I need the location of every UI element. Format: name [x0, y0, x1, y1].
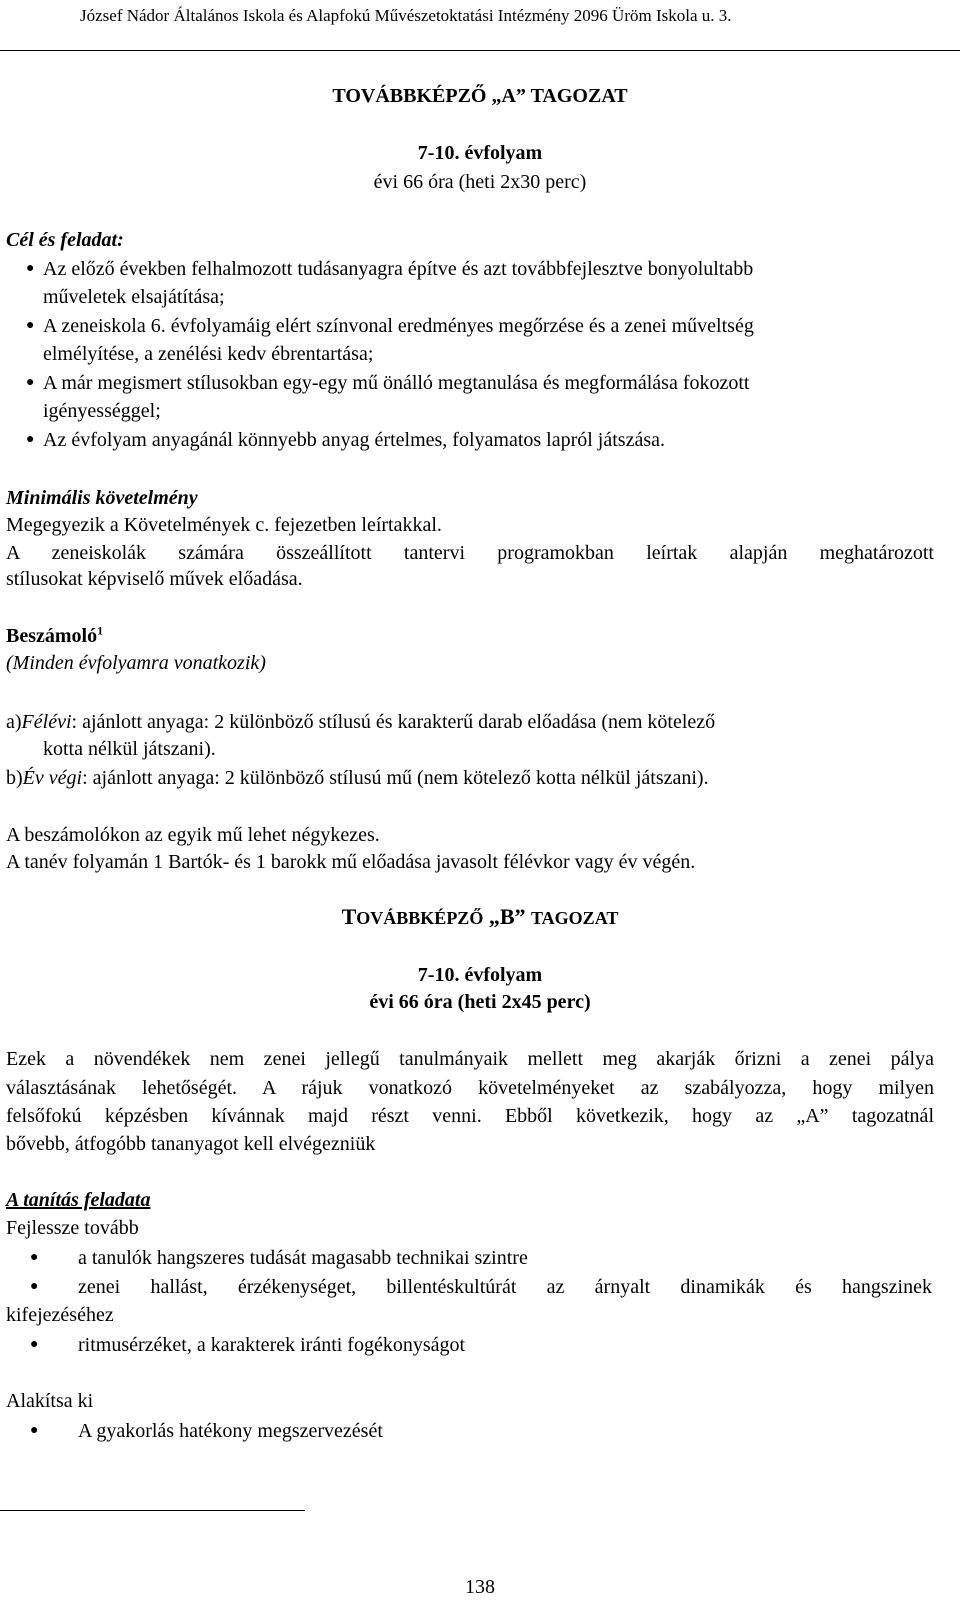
bullet-icon: ● — [26, 261, 35, 276]
report-note-1: A beszámolókon az egyik mű lehet négykezes. — [6, 824, 380, 846]
task-bullet-2-cont: kifejezéséhez — [6, 1304, 114, 1326]
item-b-text: : ajánlott anyaga: 2 különböző stílusú mű (nem kötelező kotta nélkül játszani). — [82, 767, 709, 789]
goal-bullet-3-line-1: A már megismert stílusokban egy-egy mű önálló megtanulása és megformálása fokozott — [43, 372, 750, 394]
footnote-divider — [0, 1510, 305, 1511]
item-b-label: Év végi — [22, 767, 83, 789]
page-header: József Nádor Általános Iskola és Alapfokú Művészetoktatási Intézmény 2096 Üröm Iskola u. 3. — [80, 6, 732, 25]
min-requirement-line-1: Megegyezik a Követelmények c. fejezetben leírtakkal. — [6, 514, 442, 536]
section-b-para-line-2: választásának lehetőségét. A rájuk vonatkozó követelményeket az szabályozza, hogy milyen — [6, 1077, 934, 1099]
report-item-a-cont: kotta nélkül játszani). — [43, 738, 216, 760]
section-b-para-line-3: felsőfokú képzésben kívánnak majd részt venni. Ebből következik, hogy az „A” tagozatnál — [6, 1105, 934, 1127]
item-a-prefix: a) — [6, 711, 22, 733]
report-heading-text: Beszámoló — [6, 625, 98, 647]
task-bullet-1: a tanulók hangszeres tudását magasabb technikai szintre — [78, 1247, 528, 1269]
form-intro: Alakítsa ki — [6, 1390, 94, 1412]
section-a-hours: évi 66 óra (heti 2x30 perc) — [373, 171, 587, 193]
goal-heading: Cél és feladat: — [6, 229, 124, 251]
report-note-2: A tanév folyamán 1 Bartók- és 1 barokk mű előadása javasolt félévkor vagy év végén. — [6, 851, 696, 873]
section-b-para-line-4: bővebb, átfogóbb tananyagot kell elvégezniük — [6, 1133, 376, 1155]
goal-bullet-3-line-2: igényességgel; — [43, 400, 161, 422]
goal-bullet-2-line-1: A zeneiskola 6. évfolyamáig elért színvonal eredményes megőrzése és a zenei műveltség — [43, 315, 754, 337]
bullet-icon: ● — [30, 1279, 39, 1294]
task-bullet-3: ritmusérzéket, a karakterek iránti fogékonyságot — [78, 1334, 466, 1356]
section-b-title-small-2: TAGOZAT — [531, 908, 619, 928]
bullet-icon: ● — [26, 432, 35, 447]
goal-bullet-1-line-2: műveletek elsajátítása; — [43, 286, 225, 308]
bullet-icon: ● — [26, 318, 35, 333]
bullet-icon: ● — [30, 1337, 39, 1352]
section-a-title: TOVÁBBKÉPZŐ „A” TAGOZAT — [332, 85, 628, 107]
section-b-title-small: OVÁBBKÉPZŐ — [356, 908, 484, 928]
item-b-prefix: b) — [6, 767, 23, 789]
bullet-icon: ● — [30, 1423, 39, 1438]
report-heading — [6, 624, 103, 648]
section-a-grade: 7-10. évfolyam — [417, 142, 543, 164]
min-requirement-line-3: stílusokat képviselő művek előadása. — [6, 568, 303, 590]
item-a-text: : ajánlott anyaga: 2 különböző stílusú és karakterű darab előadása (nem kötelező — [71, 711, 716, 733]
task-bullet-2: zenei hallást, érzékenységet, billentéskultúrát az árnyalt dinamikák és hangszinek — [78, 1276, 932, 1298]
goal-bullet-1-line-1: Az előző években felhalmozott tudásanyagra építve és azt továbbfejlesztve bonyolultabb — [43, 258, 754, 280]
page-number: 138 — [465, 1576, 495, 1598]
goal-bullet-4-line-1: Az évfolyam anyagánál könnyebb anyag értelmes, folyamatos lapról játszása. — [43, 429, 665, 451]
report-item-a — [6, 710, 715, 734]
report-item-b — [6, 766, 709, 790]
header-divider — [0, 50, 960, 51]
section-b-title — [0, 904, 960, 931]
item-a-label: Félévi — [21, 711, 72, 733]
section-b-grade: 7-10. évfolyam — [417, 964, 543, 986]
bullet-icon: ● — [26, 375, 35, 390]
task-intro: Fejlessze tovább — [6, 1217, 139, 1239]
form-bullet-1: A gyakorlás hatékony megszervezését — [78, 1420, 383, 1442]
report-note: (Minden évfolyamra vonatkozik) — [6, 652, 266, 674]
section-b-hours: évi 66 óra (heti 2x45 perc) — [369, 991, 591, 1013]
min-requirement-heading: Minimális követelmény — [6, 487, 198, 509]
task-heading: A tanítás feladata — [6, 1189, 151, 1211]
min-requirement-line-2: A zeneiskolák számára összeállított tantervi programokban leírtak alapján meghatározott — [6, 542, 934, 564]
section-b-title-pre: T — [341, 904, 357, 929]
section-b-title-mid: „B” — [483, 904, 532, 929]
section-b-para-line-1: Ezek a növendékek nem zenei jellegű tanulmányaik mellett meg akarják őrizni a zenei pálya — [6, 1048, 934, 1070]
bullet-icon: ● — [30, 1250, 39, 1265]
goal-bullet-2-line-2: elmélyítése, a zenélési kedv ébrentartása; — [43, 343, 374, 365]
footnote-marker: 1 — [97, 623, 104, 638]
